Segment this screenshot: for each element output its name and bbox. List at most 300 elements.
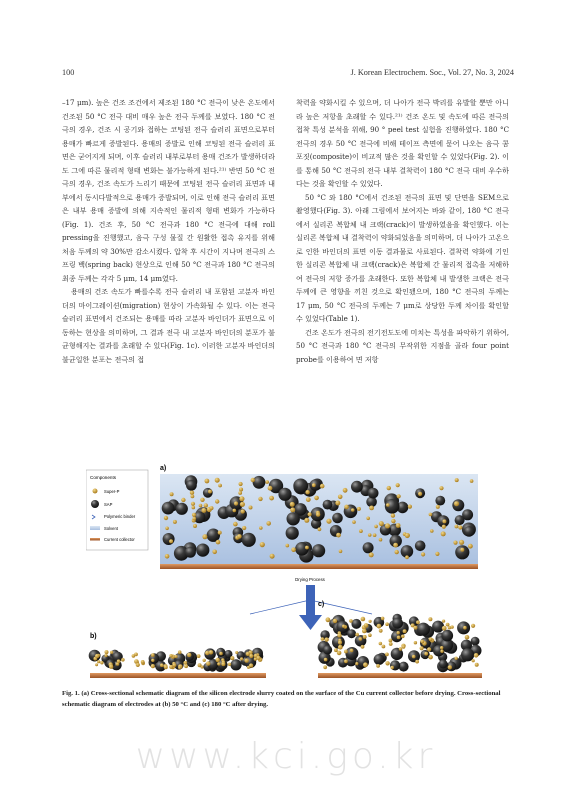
- super-p-particle: [396, 523, 401, 528]
- super-p-particle: [391, 513, 395, 517]
- super-p-particle: [192, 506, 196, 510]
- super-p-particle: [376, 664, 380, 668]
- super-p-particle: [343, 488, 348, 493]
- super-p-particle: [342, 625, 345, 628]
- super-p-particle: [338, 640, 342, 644]
- super-p-particle: [373, 533, 377, 537]
- super-p-particle: [405, 555, 409, 559]
- super-p-particle: [258, 497, 262, 501]
- super-p-particle: [351, 508, 355, 512]
- super-p-particle: [455, 478, 459, 482]
- super-p-particle: [233, 522, 238, 527]
- super-p-particle: [465, 635, 470, 640]
- super-p-particle: [181, 498, 185, 502]
- super-p-particle: [193, 517, 197, 521]
- paragraph: 50 °C 와 180 °C에서 건조된 전극의 표면 및 단면을 SEM으로 촬영했다(Fig. 3). 아래 그림에서 보여지는 바와 같이, 180 °C 전극에서 실리콘 복합체 내 크랙(crack)이 발생하였음을 확인했다. 이는 실리콘 복합체 내 결착력이 약화되었음을 의미하며, 더 나아가 고온으로 인한 바인더의 표면 이동 결과물로 사료된다. 결착력 약화에 기인한 실리콘 복합체 내 크랙(crack)은 복합체 간 물리적 접촉을 저해하여 전극의 저항 증가를 초래한다. 또한 복합체 내 발생한 크랙은 전극 두께에 큰 영향을 끼친 것으로 확인됐으며, 180 °C 전극의 두께는 17 μm, 50 °C 전극의 두께는 7 μm로 상당한 두께 차이를 확인할 수 있었다(Table 1).: [296, 192, 509, 323]
- super-p-particle: [454, 657, 457, 660]
- super-p-particle: [239, 496, 244, 501]
- super-p-particle: [363, 662, 368, 667]
- super-p-particle: [355, 633, 359, 637]
- super-p-particle: [203, 659, 206, 662]
- super-p-particle: [414, 641, 417, 644]
- super-p-particle: [379, 629, 383, 633]
- super-p-particle: [251, 478, 255, 482]
- super-p-particle: [184, 664, 188, 668]
- right-column: [296, 96, 509, 366]
- super-p-particle: [244, 658, 248, 662]
- super-p-particle: [187, 653, 191, 657]
- super-p-particle: [169, 539, 173, 543]
- panel-label-a: a): [160, 465, 167, 472]
- super-p-particle: [335, 501, 340, 506]
- super-p-particle: [216, 658, 220, 662]
- panel-label-c: c): [318, 601, 325, 608]
- super-p-particle: [453, 541, 457, 545]
- super-p-particle: [439, 486, 443, 490]
- super-p-particle: [441, 531, 446, 536]
- super-p-swatch: [93, 489, 98, 494]
- super-p-particle: [321, 637, 325, 641]
- super-p-particle: [361, 645, 365, 649]
- super-p-particle: [391, 519, 395, 523]
- super-p-particle: [312, 483, 316, 487]
- super-p-particle: [160, 663, 164, 667]
- sap-particle: [399, 662, 409, 672]
- super-p-particle: [95, 654, 99, 658]
- legend-item-sap: SAP: [104, 502, 113, 507]
- super-p-particle: [314, 496, 319, 501]
- super-p-particle: [428, 617, 432, 621]
- super-p-particle: [305, 546, 309, 550]
- super-p-particle: [205, 479, 210, 484]
- super-p-particle: [304, 518, 309, 523]
- super-p-particle: [134, 653, 138, 657]
- super-p-particle: [240, 657, 243, 660]
- super-p-particle: [200, 498, 204, 502]
- super-p-particle: [412, 655, 416, 659]
- super-p-particle: [209, 650, 213, 654]
- super-p-particle: [326, 519, 331, 524]
- super-p-particle: [178, 666, 181, 669]
- sap-particle: [323, 500, 333, 510]
- super-p-particle: [110, 651, 113, 654]
- super-p-particle: [397, 636, 401, 640]
- super-p-particle: [436, 505, 440, 509]
- current-collector-b: [90, 673, 266, 678]
- sap-particle: [162, 502, 175, 515]
- sap-particle: [176, 503, 188, 515]
- sap-particle: [439, 660, 448, 669]
- super-p-particle: [324, 658, 328, 662]
- super-p-particle: [268, 486, 273, 491]
- super-p-particle: [455, 525, 459, 529]
- super-p-particle: [228, 663, 231, 666]
- sap-particle: [230, 659, 241, 670]
- super-p-particle: [415, 660, 419, 664]
- super-p-particle: [270, 554, 275, 559]
- super-p-particle: [379, 538, 383, 542]
- super-p-particle: [215, 499, 219, 503]
- sap-particle: [374, 654, 385, 665]
- sap-particle: [351, 481, 363, 493]
- super-p-particle: [204, 503, 208, 507]
- sap-particle: [242, 533, 256, 547]
- super-p-particle: [105, 650, 109, 654]
- super-p-particle: [470, 479, 474, 483]
- super-p-particle: [385, 523, 390, 528]
- super-p-particle: [474, 653, 479, 658]
- sap-particle: [392, 618, 403, 629]
- super-p-particle: [266, 521, 271, 526]
- super-p-particle: [344, 659, 348, 663]
- super-p-particle: [97, 660, 100, 663]
- super-p-particle: [463, 626, 467, 630]
- super-p-particle: [393, 543, 398, 548]
- super-p-particle: [368, 533, 372, 537]
- super-p-particle: [197, 654, 201, 658]
- super-p-particle: [366, 517, 370, 521]
- super-p-particle: [308, 512, 312, 516]
- super-p-particle: [239, 488, 243, 492]
- super-p-particle: [429, 637, 433, 641]
- super-p-particle: [344, 505, 349, 510]
- super-p-particle: [218, 531, 222, 535]
- super-p-particle: [442, 525, 446, 529]
- super-p-particle: [170, 492, 174, 496]
- super-p-particle: [368, 633, 372, 637]
- super-p-particle: [239, 482, 243, 486]
- super-p-particle: [361, 617, 366, 622]
- sap-particle: [417, 623, 430, 636]
- super-p-particle: [190, 491, 194, 495]
- super-p-particle: [379, 642, 383, 646]
- super-p-particle: [472, 659, 475, 662]
- super-p-particle: [259, 526, 263, 530]
- super-p-particle: [399, 647, 403, 651]
- super-p-particle: [165, 527, 169, 531]
- super-p-particle: [442, 519, 446, 523]
- legend: [86, 470, 148, 550]
- super-p-particle: [183, 661, 187, 665]
- super-p-particle: [240, 502, 245, 507]
- super-p-particle: [450, 625, 453, 628]
- sap-particle: [455, 515, 465, 525]
- super-p-particle: [316, 512, 320, 516]
- super-p-particle: [363, 635, 367, 639]
- current-collector-c: [318, 673, 482, 678]
- super-p-particle: [199, 504, 203, 508]
- super-p-particle: [290, 507, 295, 512]
- super-p-particle: [216, 540, 221, 545]
- super-p-particle: [238, 491, 242, 495]
- super-p-particle: [369, 506, 374, 511]
- sap-particle: [455, 545, 469, 559]
- sap-particle: [286, 527, 299, 540]
- super-p-particle: [369, 552, 374, 557]
- super-p-particle: [374, 525, 378, 529]
- sap-particle: [368, 488, 379, 499]
- super-p-particle: [326, 617, 331, 622]
- super-p-particle: [198, 663, 202, 667]
- super-p-particle: [468, 544, 473, 549]
- super-p-particle: [440, 646, 443, 649]
- super-p-particle: [205, 651, 209, 655]
- super-p-particle: [104, 654, 107, 657]
- super-p-particle: [260, 542, 265, 547]
- panel-label-b: b): [90, 633, 97, 640]
- super-p-particle: [212, 550, 217, 555]
- super-p-particle: [237, 534, 242, 539]
- super-p-particle: [165, 554, 170, 559]
- super-p-particle: [385, 622, 389, 626]
- super-p-particle: [192, 513, 196, 517]
- super-p-particle: [430, 529, 434, 533]
- electrode-particles-b: [89, 648, 264, 672]
- legend-item-binder: Polymeric binder: [104, 514, 136, 519]
- super-p-particle: [215, 478, 220, 483]
- super-p-particle: [403, 629, 407, 633]
- super-p-particle: [286, 544, 290, 548]
- sap-swatch: [91, 500, 99, 508]
- sap-particle: [253, 476, 266, 489]
- sap-particle: [186, 480, 197, 491]
- super-p-particle: [454, 501, 459, 506]
- super-p-particle: [386, 503, 390, 507]
- sap-particle: [163, 533, 175, 545]
- super-p-particle: [355, 662, 358, 665]
- super-p-particle: [350, 649, 354, 653]
- super-p-particle: [427, 647, 431, 651]
- super-p-particle: [442, 620, 445, 623]
- drying-process-label: Drying Process: [295, 577, 325, 582]
- super-p-particle: [420, 646, 424, 650]
- sap-particle: [464, 526, 475, 537]
- super-p-particle: [269, 496, 274, 501]
- super-p-particle: [191, 502, 195, 506]
- super-p-particle: [416, 620, 420, 624]
- watermark: www.kci.go.kr: [135, 736, 437, 777]
- super-p-particle: [385, 653, 389, 657]
- super-p-particle: [337, 633, 341, 637]
- super-p-particle: [362, 629, 367, 634]
- super-p-particle: [178, 650, 182, 654]
- super-p-particle: [202, 534, 207, 539]
- sap-particle: [363, 542, 374, 553]
- super-p-particle: [100, 661, 103, 664]
- sap-particle: [442, 630, 454, 642]
- sap-particle: [347, 629, 356, 638]
- super-p-particle: [338, 495, 343, 500]
- super-p-particle: [193, 524, 197, 528]
- super-p-particle: [395, 550, 399, 554]
- figure-svg: [86, 460, 484, 682]
- super-p-particle: [435, 552, 439, 556]
- super-p-particle: [440, 650, 443, 653]
- super-p-particle: [290, 502, 295, 507]
- super-p-particle: [442, 626, 447, 631]
- super-p-particle: [230, 656, 234, 660]
- temp-180-label: 180 °C: [326, 606, 339, 611]
- sap-particle: [323, 645, 332, 654]
- super-p-particle: [460, 548, 464, 552]
- super-p-particle: [235, 651, 238, 654]
- super-p-particle: [359, 529, 363, 533]
- super-p-particle: [256, 656, 260, 660]
- super-p-particle: [151, 653, 155, 657]
- sap-particle: [461, 648, 474, 661]
- super-p-particle: [389, 642, 393, 646]
- super-p-particle: [164, 516, 168, 520]
- sap-particle: [312, 544, 325, 557]
- super-p-particle: [401, 635, 405, 639]
- super-p-particle: [475, 663, 479, 667]
- super-p-particle: [391, 666, 394, 669]
- paragraph: 건조 온도가 전극의 전기전도도에 미치는 특성을 파악하기 위하여, 50 °C 전극과 180 °C 전극의 무작위한 지점을 골라 four point probe를 이용하여 면 저항: [296, 327, 509, 364]
- super-p-particle: [421, 552, 425, 556]
- super-p-particle: [387, 486, 391, 490]
- super-p-particle: [338, 645, 343, 650]
- solvent-swatch: [90, 526, 100, 530]
- sap-particle: [196, 544, 209, 557]
- sap-particle: [432, 621, 444, 633]
- super-p-particle: [385, 661, 389, 665]
- legend-item-solvent: Solvent: [104, 526, 118, 531]
- sap-particle: [185, 547, 196, 558]
- super-p-particle: [379, 521, 384, 526]
- sap-particle: [332, 513, 343, 524]
- super-p-particle: [249, 506, 253, 510]
- super-p-particle: [233, 509, 237, 513]
- super-p-particle: [352, 520, 356, 524]
- super-p-particle: [364, 623, 369, 628]
- super-p-particle: [241, 509, 245, 513]
- current-collector-a: [160, 564, 478, 569]
- super-p-particle: [359, 637, 363, 641]
- legend-item-collector: Current collector: [104, 537, 135, 542]
- super-p-particle: [428, 655, 433, 660]
- super-p-particle: [169, 665, 173, 669]
- figure-1: [86, 460, 484, 682]
- electrode-particles-c: [318, 614, 482, 672]
- super-p-particle: [397, 494, 401, 498]
- super-p-particle: [234, 501, 238, 505]
- super-p-particle: [414, 626, 418, 630]
- super-p-particle: [249, 654, 253, 658]
- super-p-particle: [458, 525, 462, 529]
- sap-particle: [435, 496, 445, 506]
- sap-particle: [351, 619, 361, 629]
- super-p-particle: [336, 533, 341, 538]
- super-p-particle: [424, 652, 428, 656]
- sap-particle: [471, 637, 480, 646]
- super-p-particle: [382, 645, 386, 649]
- super-p-particle: [164, 665, 168, 669]
- super-p-particle: [389, 639, 393, 643]
- super-p-particle: [174, 655, 177, 658]
- super-p-particle: [349, 619, 353, 623]
- super-p-particle: [169, 654, 172, 657]
- super-p-particle: [141, 660, 145, 664]
- super-p-particle: [448, 665, 452, 669]
- super-p-particle: [291, 547, 296, 552]
- super-p-particle: [247, 666, 250, 669]
- super-p-particle: [136, 663, 140, 667]
- super-p-particle: [305, 490, 309, 494]
- super-p-particle: [191, 495, 195, 499]
- super-p-particle: [402, 645, 405, 648]
- super-p-particle: [339, 550, 343, 554]
- super-p-particle: [418, 492, 422, 496]
- page-number: 100: [62, 68, 75, 77]
- sap-particle: [415, 541, 426, 552]
- super-p-particle: [218, 484, 222, 488]
- super-p-particle: [459, 540, 464, 545]
- super-p-particle: [109, 665, 113, 669]
- super-p-particle: [324, 637, 328, 641]
- super-p-particle: [151, 659, 154, 662]
- left-column: [62, 96, 275, 366]
- temp-50-label: 50 °C: [285, 606, 296, 611]
- super-p-particle: [265, 480, 269, 484]
- super-p-particle: [369, 620, 372, 623]
- super-p-particle: [397, 631, 400, 634]
- super-p-particle: [405, 533, 410, 538]
- super-p-particle: [206, 661, 210, 665]
- super-p-particle: [344, 650, 348, 654]
- legend-item-super-p: Super-P: [104, 489, 120, 494]
- sap-particle: [278, 488, 291, 501]
- journal-title: J. Korean Electrochem. Soc., Vol. 27, No. 3, 2024: [350, 68, 514, 77]
- super-p-particle: [396, 483, 400, 487]
- super-p-particle: [334, 648, 338, 652]
- drying-arrow-head: [299, 615, 322, 630]
- branch-left: [250, 600, 310, 614]
- super-p-particle: [208, 490, 212, 494]
- super-p-particle: [242, 526, 246, 530]
- collector-swatch: [90, 538, 100, 541]
- super-p-particle: [471, 624, 475, 628]
- legend-title: Components: [90, 475, 117, 480]
- super-p-particle: [318, 527, 322, 531]
- super-p-particle: [95, 663, 98, 666]
- paragraph: 용매의 건조 속도가 빠를수록 전극 슬러리 내 포함된 고분자 바인더의 마이그레이션(migration) 현상이 가속화될 수 있다. 이는 전극 슬러리 표면에서 건조되는 용매를 따라 고분자 바인더가 표면으로 이동하는 현상을 의미하며, 그 결과 전극 내 고분자 바인더의 분포가 불균형해지는 결과를 초래할 수 있다(Fig. 1c). 이러한 고분자 바인더의 불균일한 분포는 전극의 접: [62, 287, 275, 364]
- super-p-particle: [381, 617, 385, 621]
- super-p-particle: [377, 624, 382, 629]
- super-p-particle: [323, 665, 327, 669]
- super-p-particle: [446, 623, 450, 627]
- super-p-particle: [221, 662, 225, 666]
- paragraph: –17 μm). 높은 건조 조건에서 제조된 180 °C 전극이 낮은 온도에서 건조된 50 °C 전극 대비 매우 높은 전극 두께를 보였다. 180 °C 전극의 경우, 건조 시 공기와 접하는 코팅된 전극 슬러리 표면으로부터 용매가 빠르게 증발된다. 용매의 증발로 인해 코팅된 전극 슬러리 표면은 굳어지게 되며, 이후 슬러리 내부로부터 용매 건조가 발생하더라도 그에 따른 물리적 형태 변화는 불가능하게 된다.²¹⁾ 반면 50 °C 전극의 경우, 건조 속도가 느리기 때문에 코팅된 전극 슬러리 표면과 내부에서 동시다발적으로 용매가 증발되며, 이로 인해 전극 슬러리 표면은 내부 용매 증발에 의해 지속적인 물리적 형태 변화가 가능하다(Fig. 1). 건조 후, 50 °C 전극과 180 °C 전극에 대해 roll pressing을 진행했고, 음극 구성 물질 간 원활한 접촉 유지를 위해 처음 두께의 약 30%만 감소시켰다. 압착 후 시간이 지나며 전극의 스프링 백(spring back) 현상으로 인해 50 °C 전극과 180 °C 전극의 최종 두께는 각각 5 μm, 14 μm였다.: [62, 98, 275, 283]
- super-p-particle: [357, 507, 361, 511]
- super-p-particle: [217, 662, 220, 665]
- super-p-particle: [337, 651, 342, 656]
- paragraph: 착력을 약화시킬 수 있으며, 더 나아가 전극 박리를 유발할 뿐만 아니라 높은 저항을 초래할 수 있다.²¹⁾ 건조 온도 및 속도에 따른 전극의 접착 특성 분석을 위해, 90 ° peel test 실험을 진행하였다. 180 °C 전극의 경우 50 °C 전극에 비해 테이프 측면에 묻어 나오는 음극 콤포짓(composite)이 비교적 많은 것을 확인할 수 있었다(Fig. 2). 이를 통해 50 °C 전극의 전극 내부 결착력이 180 °C 전극 대비 우수하다는 것을 확인할 수 있었다.: [296, 98, 509, 188]
- figure-caption: Fig. 1. (a) Cross-sectional schematic diagram of the silicon electrode slurry coated on the surface of the Cu current collector before drying. Cross-sectional schematic diagram of electrodes at (b) 50 °C and (c) 180 °C after drying.: [62, 690, 501, 708]
- super-p-particle: [201, 508, 206, 513]
- super-p-particle: [121, 658, 125, 662]
- super-p-particle: [320, 484, 325, 489]
- super-p-particle: [420, 640, 424, 644]
- super-p-particle: [246, 652, 250, 656]
- super-p-particle: [173, 520, 177, 524]
- super-p-particle: [429, 513, 433, 517]
- super-p-particle: [151, 664, 155, 668]
- super-p-particle: [219, 652, 223, 656]
- super-p-particle: [117, 659, 121, 663]
- super-p-particle: [408, 505, 412, 509]
- super-p-particle: [333, 619, 338, 624]
- sap-particle: [287, 512, 300, 525]
